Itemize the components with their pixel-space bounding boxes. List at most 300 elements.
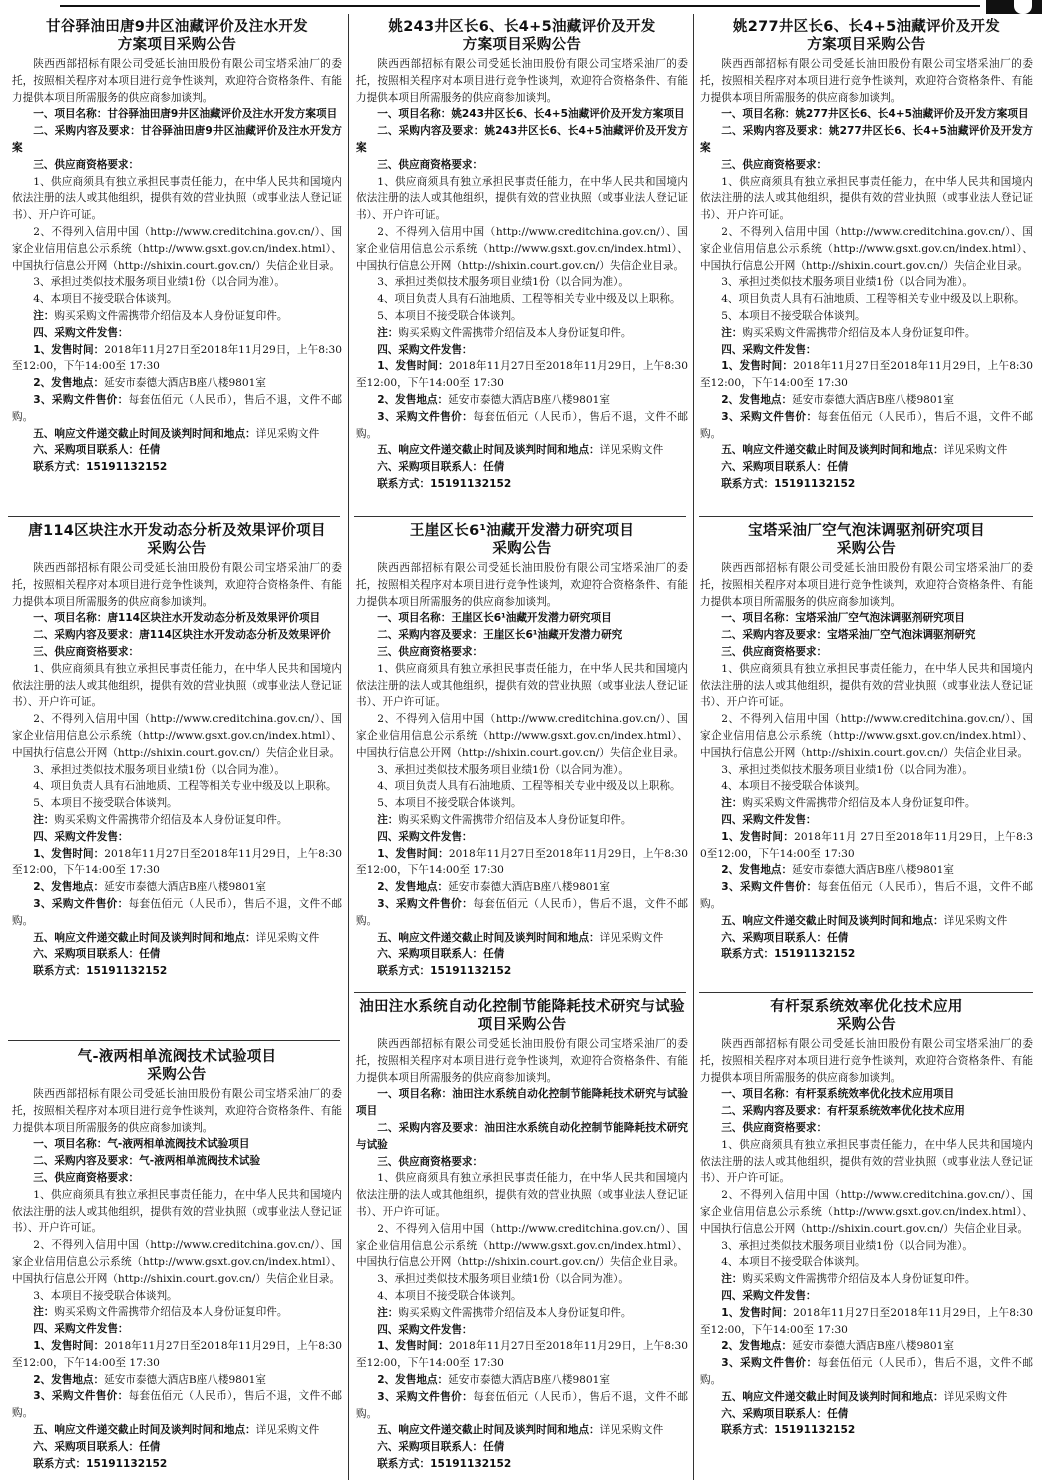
contact-row bbox=[700, 459, 1033, 476]
sale-time: 2018年11月27日至2018年11月29日，上午8:30至12:00，下午14:00至 17:30 bbox=[12, 343, 342, 373]
sale-time-row bbox=[12, 342, 342, 376]
notice-body bbox=[12, 1086, 342, 1472]
qualification-item: 2、不得列入信用中国（http://www.creditchina.gov.cn/）、国家企业信用信息公示系统（http://www.gsxt.gov.cn/index.html）、中国执行信息公开网（http://shixin.court.gov.cn/）失信企业目录。 bbox=[12, 1239, 342, 1285]
procurement-content-row bbox=[12, 627, 342, 644]
label: 2、发售地点： bbox=[377, 393, 449, 406]
notice-intro: 陕西西部招标有限公司受延长油田股份有限公司宝塔采油厂的委托，按照相关程序对本项目进行竞争性谈判，欢迎符合资格条件、有能力提供本项目所需服务的供应商参加谈判。 bbox=[356, 562, 688, 608]
label: 六、采购项目联系人： bbox=[721, 1407, 828, 1420]
procurement-content-row bbox=[356, 123, 688, 157]
price: 每套伍佰元（人民币），售后不退，文件不邮购。 bbox=[356, 1390, 688, 1420]
sale-time: 2018年11月 27日至2018年11月29日，上午8:30至12:00，下午14:00至 17:30 bbox=[700, 830, 1033, 860]
label: 联系方式： bbox=[721, 477, 775, 490]
sale-heading bbox=[12, 325, 342, 342]
procurement-content: 姚277井区长6、长4+5油藏评价及开发方案 bbox=[700, 125, 1033, 154]
column-divider bbox=[348, 14, 349, 1480]
deadline: 详见采购文件 bbox=[255, 427, 320, 440]
notice-body bbox=[356, 560, 688, 980]
sale-time: 2018年11月27日至2018年11月29日，上午8:30至12:00，下午14:00至 17:30 bbox=[356, 847, 688, 877]
procurement-content: 油田注水系统自动化控制节能降耗技术研究与试验 bbox=[356, 1121, 688, 1151]
price-row bbox=[12, 896, 342, 930]
label: 二、采购内容及要求： bbox=[33, 125, 141, 138]
qualification-item: 4、项目负责人具有石油地质、工程等相关专业中级及以上职称。 bbox=[377, 780, 681, 793]
label: 一、项目名称： bbox=[377, 108, 452, 121]
notice-intro: 陕西西部招标有限公司受延长油田股份有限公司宝塔采油厂的委托，按照相关程序对本项目进行竞争性谈判，欢迎符合资格条件、有能力提供本项目所需服务的供应商参加谈判。 bbox=[12, 1088, 342, 1134]
sale-heading bbox=[356, 342, 688, 359]
notice-article bbox=[356, 18, 688, 514]
notice-title-line: 项目采购公告 bbox=[477, 1017, 567, 1033]
notice-title bbox=[12, 18, 342, 54]
label: 二、采购内容及要求： bbox=[721, 1105, 828, 1118]
sale-time-row bbox=[356, 846, 688, 880]
phone-number: 15191132152 bbox=[430, 477, 512, 490]
label: 三、供应商资格要求： bbox=[33, 158, 140, 171]
deadline-row bbox=[356, 1422, 688, 1439]
note-row bbox=[356, 325, 688, 342]
sale-time-row bbox=[700, 1305, 1033, 1339]
sale-location: 延安市泰德大酒店B座八楼9801室 bbox=[792, 1340, 954, 1353]
note-text: 购买采购文件需携带介绍信及本人身份证复印件。 bbox=[742, 1273, 976, 1286]
label: 五、响应文件递交截止时间及谈判时间和地点： bbox=[33, 427, 256, 440]
note-text: 购买采购文件需携带介绍信及本人身份证复印件。 bbox=[398, 1306, 632, 1319]
sale-location: 延安市泰德大酒店B座八楼9801室 bbox=[448, 393, 610, 406]
phone-number: 15191132152 bbox=[774, 477, 856, 490]
sale-location-row bbox=[356, 392, 688, 409]
notice-title bbox=[700, 998, 1033, 1034]
deadline: 详见采购文件 bbox=[599, 444, 664, 457]
price: 每套伍佰元（人民币），售后不退，文件不邮购。 bbox=[12, 1390, 342, 1420]
label: 五、响应文件递交截止时间及谈判时间和地点： bbox=[721, 1390, 944, 1403]
notice-intro: 陕西西部招标有限公司受延长油田股份有限公司宝塔采油厂的委托，按照相关程序对本项目进行竞争性谈判，欢迎符合资格条件、有能力提供本项目所需服务的供应商参加谈判。 bbox=[12, 58, 342, 104]
contact-row bbox=[12, 946, 342, 963]
sale-heading bbox=[12, 829, 342, 846]
deadline-row bbox=[12, 930, 342, 947]
notice-article bbox=[12, 1048, 342, 1478]
qualification-item: 2、不得列入信用中国（http://www.creditchina.gov.cn/）、国家企业信用信息公示系统（http://www.gsxt.gov.cn/index.html）、中国执行信息公开网（http://shixin.court.gov.cn/）失信企业目录。 bbox=[700, 225, 1033, 272]
notice-article bbox=[12, 522, 342, 1036]
notice-title bbox=[356, 998, 688, 1034]
contact-row bbox=[356, 1439, 688, 1456]
label: 注： bbox=[377, 1306, 399, 1319]
notice-body bbox=[356, 1036, 688, 1473]
phone-number: 15191132152 bbox=[430, 1457, 512, 1470]
sale-time-row bbox=[700, 829, 1033, 863]
label: 三、供应商资格要求： bbox=[33, 1171, 140, 1184]
row-divider bbox=[8, 1040, 340, 1041]
label: 二、采购内容及要求： bbox=[377, 125, 485, 138]
label: 3、采购文件售价： bbox=[33, 897, 129, 910]
note-text: 购买采购文件需携带介绍信及本人身份证复印件。 bbox=[398, 813, 632, 826]
project-name: 王崖区长6¹油藏开发潜力研究项目 bbox=[451, 612, 612, 625]
label: 一、项目名称： bbox=[721, 612, 796, 625]
procurement-content: 有杆泵系统效率优化技术应用 bbox=[827, 1105, 965, 1118]
contact-person: 任倩 bbox=[483, 461, 505, 474]
qualification-heading bbox=[12, 644, 342, 661]
procurement-content-row bbox=[356, 627, 688, 644]
phone-number: 15191132152 bbox=[774, 1424, 856, 1437]
label: 注： bbox=[33, 813, 55, 826]
label: 1、发售时间： bbox=[33, 1339, 105, 1352]
procurement-content: 唐114区块注水开发动态分析及效果评价 bbox=[139, 629, 331, 642]
note-text: 购买采购文件需携带介绍信及本人身份证复印件。 bbox=[742, 326, 976, 339]
deadline: 详见采购文件 bbox=[255, 931, 320, 944]
label: 三、供应商资格要求： bbox=[721, 1121, 828, 1134]
contact-row bbox=[356, 459, 688, 476]
label: 一、项目名称： bbox=[377, 612, 452, 625]
notice-intro: 陕西西部招标有限公司受延长油田股份有限公司宝塔采油厂的委托，按照相关程序对本项目进行竞争性谈判，欢迎符合资格条件、有能力提供本项目所需服务的供应商参加谈判。 bbox=[700, 58, 1033, 104]
notice-body bbox=[700, 56, 1033, 493]
label: 五、响应文件递交截止时间及谈判时间和地点： bbox=[721, 444, 944, 457]
price-row bbox=[356, 896, 688, 930]
label: 三、供应商资格要求： bbox=[377, 158, 484, 171]
row-divider bbox=[354, 992, 686, 993]
qualification-item: 3、承担过类似技术服务项目业绩1份（以合同为准）。 bbox=[377, 1273, 630, 1286]
label: 1、发售时间： bbox=[33, 343, 105, 356]
contact-person: 任倩 bbox=[827, 1407, 849, 1420]
label: 一、项目名称： bbox=[377, 1088, 453, 1101]
price-row bbox=[356, 409, 688, 443]
label: 一、项目名称： bbox=[33, 612, 108, 625]
qualification-item: 2、不得列入信用中国（http://www.creditchina.gov.cn/）、国家企业信用信息公示系统（http://www.gsxt.gov.cn/index.html）、中国执行信息公开网（http://shixin.court.gov.cn/）失信企业目录。 bbox=[12, 713, 342, 759]
notice-body bbox=[12, 56, 342, 476]
project-name-row bbox=[356, 610, 688, 627]
label: 注： bbox=[33, 309, 55, 322]
sale-time: 2018年11月27日至2018年11月29日，上午8:30至12:00，下午14:00至 17:30 bbox=[700, 1306, 1033, 1336]
label: 1、发售时间： bbox=[721, 1306, 794, 1319]
qualification-item: 4、本项目不接受联合体谈判。 bbox=[33, 293, 178, 306]
sale-location: 延安市泰德大酒店B座八楼9801室 bbox=[792, 393, 954, 406]
sale-time: 2018年11月27日至2018年11月29日，上午8:30至12:00，下午14:00至 17:30 bbox=[12, 1339, 342, 1369]
label: 一、项目名称： bbox=[33, 1138, 108, 1151]
contact-row bbox=[700, 930, 1033, 947]
project-name-row bbox=[700, 610, 1033, 627]
qualification-item: 4、项目负责人具有石油地质、工程等相关专业中级及以上职称。 bbox=[377, 293, 681, 306]
sale-time: 2018年11月27日至2018年11月29日，上午8:30至12:00，下午14:00至 17:30 bbox=[12, 847, 342, 877]
notice-title-line: 采购公告 bbox=[836, 1017, 897, 1033]
notice-intro: 陕西西部招标有限公司受延长油田股份有限公司宝塔采油厂的委托，按照相关程序对本项目进行竞争性谈判，欢迎符合资格条件、有能力提供本项目所需服务的供应商参加谈判。 bbox=[700, 562, 1033, 608]
header-rule bbox=[60, 5, 980, 7]
label: 三、供应商资格要求： bbox=[721, 645, 828, 658]
notice-title-line: 方案项目采购公告 bbox=[807, 37, 926, 53]
label: 联系方式： bbox=[721, 948, 775, 961]
sale-time-row bbox=[356, 1338, 688, 1372]
label: 六、采购项目联系人： bbox=[377, 948, 484, 961]
qualification-item: 1、供应商须具有独立承担民事责任能力，在中华人民共和国境内依法注册的法人或其他组织，提供有效的营业执照（或事业法人登记证书）、开户许可证。 bbox=[356, 175, 688, 222]
label: 三、供应商资格要求： bbox=[377, 645, 484, 658]
label: 六、采购项目联系人： bbox=[377, 1441, 484, 1454]
label: 四、采购文件发售： bbox=[721, 1289, 817, 1302]
label: 三、供应商资格要求： bbox=[721, 158, 828, 171]
sale-location-row bbox=[700, 1338, 1033, 1355]
label: 1、发售时间： bbox=[721, 830, 795, 843]
label: 联系方式： bbox=[33, 965, 87, 978]
notice-title bbox=[700, 18, 1033, 54]
qualification-item: 2、不得列入信用中国（http://www.creditchina.gov.cn/）、国家企业信用信息公示系统（http://www.gsxt.gov.cn/index.html）、中国执行信息公开网（http://shixin.court.gov.cn/）失信企业目录。 bbox=[12, 225, 342, 272]
phone-row bbox=[356, 963, 688, 980]
project-name-row bbox=[12, 610, 342, 627]
procurement-content-row bbox=[356, 1120, 688, 1154]
project-name: 宝塔采油厂空气泡沫调驱剂研究项目 bbox=[795, 612, 965, 625]
notice-intro: 陕西西部招标有限公司受延长油田股份有限公司宝塔采油厂的委托，按照相关程序对本项目进行竞争性谈判，欢迎符合资格条件、有能力提供本项目所需服务的供应商参加谈判。 bbox=[700, 1038, 1033, 1084]
label: 2、发售地点： bbox=[721, 864, 793, 877]
label: 六、采购项目联系人： bbox=[33, 948, 140, 961]
price-row bbox=[12, 1388, 342, 1422]
label: 联系方式： bbox=[377, 477, 431, 490]
row-divider bbox=[699, 516, 1033, 517]
deadline: 详见采购文件 bbox=[599, 931, 664, 944]
qualification-item: 1、供应商须具有独立承担民事责任能力，在中华人民共和国境内依法注册的法人或其他组织，提供有效的营业执照（或事业法人登记证书）、开户许可证。 bbox=[12, 175, 342, 222]
sale-location-row bbox=[356, 1372, 688, 1389]
procurement-content-row bbox=[700, 627, 1033, 644]
contact-person: 任倩 bbox=[139, 444, 161, 457]
label: 二、采购内容及要求： bbox=[377, 629, 484, 642]
label: 四、采购文件发售： bbox=[33, 830, 129, 843]
phone-row bbox=[12, 1456, 342, 1473]
qualification-heading bbox=[12, 1170, 342, 1187]
note-row bbox=[700, 325, 1033, 342]
qualification-heading bbox=[356, 644, 688, 661]
label: 3、采购文件售价： bbox=[721, 1357, 818, 1370]
qualification-item: 3、承担过类似技术服务项目业绩1份（以合同为准）。 bbox=[377, 763, 630, 776]
qualification-item: 4、项目负责人具有石油地质、工程等相关专业中级及以上职称。 bbox=[33, 780, 337, 793]
contact-row bbox=[12, 1439, 342, 1456]
phone-row bbox=[700, 476, 1033, 493]
notice-title-line: 姚243井区长6、长4+5油藏评价及开发 bbox=[388, 19, 656, 35]
notice-title-line: 宝塔采油厂空气泡沫调驱剂研究项目 bbox=[748, 523, 985, 539]
label: 联系方式： bbox=[33, 461, 87, 474]
notice-title-line: 采购公告 bbox=[492, 541, 552, 557]
label: 2、发售地点： bbox=[721, 1340, 793, 1353]
notice-article bbox=[356, 522, 688, 988]
label: 五、响应文件递交截止时间及谈判时间和地点： bbox=[377, 931, 600, 944]
label: 二、采购内容及要求： bbox=[377, 1121, 485, 1134]
project-name: 姚243井区长6、长4+5油藏评价及开发方案项目 bbox=[451, 108, 685, 121]
contact-person: 任倩 bbox=[483, 948, 505, 961]
procurement-content-row bbox=[700, 1103, 1033, 1120]
deadline-row bbox=[356, 930, 688, 947]
project-name: 气-液两相单流阀技术试验项目 bbox=[107, 1138, 250, 1151]
label: 四、采购文件发售： bbox=[377, 1323, 473, 1336]
qualification-heading bbox=[700, 157, 1033, 174]
row-divider bbox=[354, 516, 686, 517]
label: 3、采购文件售价： bbox=[721, 881, 818, 894]
label: 四、采购文件发售： bbox=[33, 326, 129, 339]
procurement-content-row bbox=[12, 123, 342, 157]
phone-number: 15191132152 bbox=[774, 948, 856, 961]
contact-row bbox=[700, 1406, 1033, 1423]
qualification-item: 3、承担过类似技术服务项目业绩1份（以合同为准）。 bbox=[33, 276, 286, 289]
label: 六、采购项目联系人： bbox=[33, 444, 140, 457]
label: 三、供应商资格要求： bbox=[377, 1155, 484, 1168]
sale-heading bbox=[356, 1322, 688, 1339]
project-name: 有杆泵系统效率优化技术应用项目 bbox=[795, 1088, 955, 1101]
price: 每套伍佰元（人民币），售后不退，文件不邮购。 bbox=[356, 897, 688, 927]
label: 注： bbox=[721, 326, 743, 339]
qualification-item: 1、供应商须具有独立承担民事责任能力，在中华人民共和国境内依法注册的法人或其他组织，提供有效的营业执照（或事业法人登记证书）、开户许可证。 bbox=[356, 662, 688, 709]
label: 2、发售地点： bbox=[377, 881, 449, 894]
deadline-row bbox=[700, 1389, 1033, 1406]
sale-location: 延安市泰德大酒店B座八楼9801室 bbox=[448, 1373, 610, 1386]
notice-article bbox=[700, 522, 1033, 988]
notice-title-line: 油田注水系统自动化控制节能降耗技术研究与试验 bbox=[359, 999, 685, 1015]
label: 一、项目名称： bbox=[721, 108, 796, 121]
column-divider bbox=[693, 14, 694, 1480]
notice-body bbox=[700, 1036, 1033, 1439]
note-text: 购买采购文件需携带介绍信及本人身份证复印件。 bbox=[398, 326, 632, 339]
notice-title-line: 采购公告 bbox=[836, 541, 897, 557]
label: 2、发售地点： bbox=[33, 881, 105, 894]
label: 五、响应文件递交截止时间及谈判时间和地点： bbox=[721, 914, 944, 927]
sale-time: 2018年11月27日至2018年11月29日，上午8:30至12:00，下午14:00至 17:30 bbox=[700, 360, 1033, 390]
procurement-content-row bbox=[700, 123, 1033, 157]
notice-intro: 陕西西部招标有限公司受延长油田股份有限公司宝塔采油厂的委托，按照相关程序对本项目进行竞争性谈判，欢迎符合资格条件、有能力提供本项目所需服务的供应商参加谈判。 bbox=[356, 1038, 688, 1084]
notice-body bbox=[356, 56, 688, 493]
project-name-row bbox=[356, 1086, 688, 1120]
note-row bbox=[700, 1271, 1033, 1288]
notice-title-line: 有杆泵系统效率优化技术应用 bbox=[770, 999, 963, 1015]
label: 2、发售地点： bbox=[377, 1373, 449, 1386]
label: 1、发售时间： bbox=[377, 1340, 449, 1353]
notice-title-line: 姚277井区长6、长4+5油藏评价及开发 bbox=[732, 19, 1001, 35]
label: 3、采购文件售价： bbox=[377, 410, 474, 423]
notice-title-line: 采购公告 bbox=[147, 541, 207, 557]
row-divider bbox=[8, 516, 340, 517]
phone-number: 15191132152 bbox=[86, 965, 168, 978]
deadline-row bbox=[12, 1422, 342, 1439]
note-text: 购买采购文件需携带介绍信及本人身份证复印件。 bbox=[54, 309, 288, 322]
procurement-content: 甘谷驿油田唐9井区油藏评价及注水开发方案 bbox=[12, 125, 342, 154]
label: 2、发售地点： bbox=[33, 1373, 105, 1386]
label: 3、采购文件售价： bbox=[377, 1390, 474, 1403]
label: 四、采购文件发售： bbox=[377, 830, 473, 843]
sale-location-row bbox=[12, 879, 342, 896]
price-row bbox=[356, 1389, 688, 1423]
label: 三、供应商资格要求： bbox=[33, 645, 140, 658]
header-corner-notch bbox=[1014, 0, 1032, 14]
top-header-strip bbox=[0, 0, 1050, 14]
deadline-row bbox=[12, 426, 342, 443]
notice-title bbox=[356, 18, 688, 54]
sale-time: 2018年11月27日至2018年11月29日，上午8:30至12:00，下午14:00至 17:30 bbox=[356, 360, 688, 390]
note-text: 购买采购文件需携带介绍信及本人身份证复印件。 bbox=[742, 797, 976, 810]
qualification-heading bbox=[356, 157, 688, 174]
project-name: 唐114区块注水开发动态分析及效果评价项目 bbox=[107, 612, 321, 625]
label: 六、采购项目联系人： bbox=[377, 461, 484, 474]
sale-heading bbox=[700, 342, 1033, 359]
label: 五、响应文件递交截止时间及谈判时间和地点： bbox=[377, 444, 600, 457]
qualification-item: 1、供应商须具有独立承担民事责任能力，在中华人民共和国境内依法注册的法人或其他组织，提供有效的营业执照（或事业法人登记证书）、开户许可证。 bbox=[356, 1172, 688, 1218]
procurement-content: 王崖区长6¹油藏开发潜力研究 bbox=[483, 629, 623, 642]
notice-title-line: 方案项目采购公告 bbox=[117, 37, 237, 53]
sale-location: 延安市泰德大酒店B座八楼9801室 bbox=[104, 1373, 266, 1386]
price-row bbox=[700, 879, 1033, 913]
notice-article bbox=[356, 998, 688, 1478]
label: 注： bbox=[377, 813, 399, 826]
project-name: 甘谷驿油田唐9井区油藏评价及注水开发方案项目 bbox=[107, 108, 338, 121]
label: 2、发售地点： bbox=[721, 393, 793, 406]
price: 每套伍佰元（人民币），售后不退，文件不邮购。 bbox=[12, 897, 342, 927]
qualification-heading bbox=[700, 644, 1033, 661]
label: 四、采购文件发售： bbox=[377, 343, 473, 356]
project-name-row bbox=[12, 1136, 342, 1153]
qualification-item: 4、本项目不接受联合体谈判。 bbox=[721, 780, 866, 793]
label: 3、采购文件售价： bbox=[33, 1390, 129, 1403]
qualification-item: 2、不得列入信用中国（http://www.creditchina.gov.cn/）、国家企业信用信息公示系统（http://www.gsxt.gov.cn/index.html）、中国执行信息公开网（http://shixin.court.gov.cn/）失信企业目录。 bbox=[356, 713, 688, 759]
notice-article bbox=[700, 998, 1033, 1478]
notice-title-line: 甘谷驿油田唐9井区油藏评价及注水开发 bbox=[46, 19, 308, 35]
phone-row bbox=[356, 476, 688, 493]
sale-location-row bbox=[700, 392, 1033, 409]
phone-row bbox=[700, 946, 1033, 963]
sale-location: 延安市泰德大酒店B座八楼9801室 bbox=[448, 881, 610, 894]
project-name: 姚277井区长6、长4+5油藏评价及开发方案项目 bbox=[795, 108, 1029, 121]
project-name: 油田注水系统自动化控制节能降耗技术研究与试验项目 bbox=[356, 1088, 688, 1118]
qualification-item: 5、本项目不接受联合体谈判。 bbox=[721, 309, 866, 322]
label: 五、响应文件递交截止时间及谈判时间和地点： bbox=[33, 1423, 256, 1436]
sale-location: 延安市泰德大酒店B座八楼9801室 bbox=[792, 864, 954, 877]
project-name-row bbox=[12, 106, 342, 123]
label: 注： bbox=[377, 326, 399, 339]
sale-time-row bbox=[12, 846, 342, 880]
procurement-content: 气-液两相单流阀技术试验 bbox=[139, 1155, 261, 1168]
notice-title bbox=[12, 522, 342, 558]
sale-heading bbox=[12, 1321, 342, 1338]
notice-title-line: 采购公告 bbox=[147, 1067, 207, 1083]
qualification-item: 5、本项目不接受联合体谈判。 bbox=[377, 309, 522, 322]
contact-person: 任倩 bbox=[139, 948, 161, 961]
sale-location-row bbox=[356, 879, 688, 896]
sale-location: 延安市泰德大酒店B座八楼9801室 bbox=[104, 377, 266, 390]
sale-time-row bbox=[12, 1338, 342, 1372]
contact-person: 任倩 bbox=[827, 931, 849, 944]
notice-intro: 陕西西部招标有限公司受延长油田股份有限公司宝塔采油厂的委托，按照相关程序对本项目进行竞争性谈判，欢迎符合资格条件、有能力提供本项目所需服务的供应商参加谈判。 bbox=[356, 58, 688, 104]
label: 3、采购文件售价： bbox=[33, 393, 129, 406]
qualification-item: 2、不得列入信用中国（http://www.creditchina.gov.cn/）、国家企业信用信息公示系统（http://www.gsxt.gov.cn/index.html）、中国执行信息公开网（http://shixin.court.gov.cn/）失信企业目录。 bbox=[700, 713, 1033, 759]
label: 2、发售地点： bbox=[33, 377, 105, 390]
phone-number: 15191132152 bbox=[86, 1457, 168, 1470]
contact-row bbox=[356, 946, 688, 963]
note-row bbox=[12, 308, 342, 325]
notice-body bbox=[12, 560, 342, 980]
sale-heading bbox=[356, 829, 688, 846]
notice-title-line: 王崖区长6¹油藏开发潜力研究项目 bbox=[409, 523, 635, 539]
deadline: 详见采购文件 bbox=[943, 444, 1008, 457]
label: 五、响应文件递交截止时间及谈判时间和地点： bbox=[377, 1424, 600, 1437]
label: 一、项目名称： bbox=[33, 108, 108, 121]
notice-intro: 陕西西部招标有限公司受延长油田股份有限公司宝塔采油厂的委托，按照相关程序对本项目进行竞争性谈判，欢迎符合资格条件、有能力提供本项目所需服务的供应商参加谈判。 bbox=[12, 562, 342, 608]
project-name-row bbox=[356, 106, 688, 123]
label: 联系方式： bbox=[377, 965, 431, 978]
sale-time-row bbox=[356, 358, 688, 392]
label: 二、采购内容及要求： bbox=[721, 125, 829, 138]
notice-title bbox=[12, 1048, 342, 1084]
qualification-item: 4、本项目不接受联合体谈判。 bbox=[721, 1256, 866, 1269]
qualification-item: 2、不得列入信用中国（http://www.creditchina.gov.cn/）、国家企业信用信息公示系统（http://www.gsxt.gov.cn/index.html）、中国执行信息公开网（http://shixin.court.gov.cn/）失信企业目录。 bbox=[700, 1189, 1033, 1235]
phone-row bbox=[12, 459, 342, 476]
qualification-item: 4、本项目不接受联合体谈判。 bbox=[377, 1289, 522, 1302]
phone-number: 15191132152 bbox=[430, 965, 512, 978]
sale-location-row bbox=[12, 375, 342, 392]
qualification-item: 2、不得列入信用中国（http://www.creditchina.gov.cn/）、国家企业信用信息公示系统（http://www.gsxt.gov.cn/index.html）、中国执行信息公开网（http://shixin.court.gov.cn/）失信企业目录。 bbox=[356, 1222, 688, 1269]
label: 联系方式： bbox=[33, 1457, 87, 1470]
label: 1、发售时间： bbox=[721, 360, 794, 373]
qualification-item: 2、不得列入信用中国（http://www.creditchina.gov.cn/）、国家企业信用信息公示系统（http://www.gsxt.gov.cn/index.html）、中国执行信息公开网（http://shixin.court.gov.cn/）失信企业目录。 bbox=[356, 225, 688, 272]
label: 注： bbox=[33, 1306, 55, 1319]
phone-number: 15191132152 bbox=[86, 461, 168, 474]
price-row bbox=[700, 1355, 1033, 1389]
qualification-item: 3、承担过类似技术服务项目业绩1份（以合同为准）。 bbox=[721, 763, 974, 776]
deadline: 详见采购文件 bbox=[255, 1423, 320, 1436]
notice-article bbox=[700, 18, 1033, 514]
